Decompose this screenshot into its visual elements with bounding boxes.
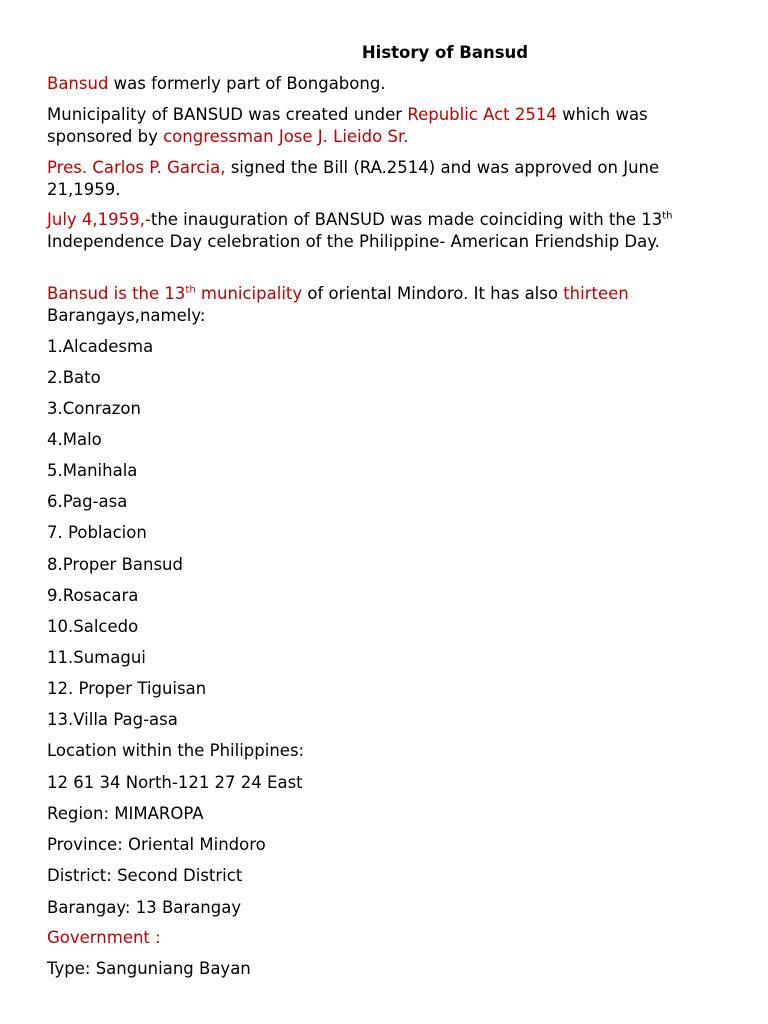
highlight-thirteen: thirteen (563, 284, 629, 303)
barangay-count-text: Barangay: 13 Barangay (47, 898, 242, 917)
list-item: 9.Rosacara (47, 586, 139, 605)
list-item: 6.Pag-asa (47, 492, 128, 511)
list-item: 5.Manihala (47, 461, 138, 480)
highlight-text: Bansud is the 13 (47, 284, 186, 303)
highlight-president: Pres. Carlos P. Garcia, (47, 158, 226, 177)
province-text: Province: Oriental Mindoro (47, 835, 266, 854)
paragraph-republic-act (47, 104, 737, 147)
highlight-congressman: congressman Jose J. Lieido Sr. (163, 126, 409, 146)
list-item: 2.Bato (47, 368, 101, 387)
paragraph-text: which was sponsored by (47, 105, 648, 146)
highlight-bansud: Bansud (47, 74, 109, 93)
paragraph-text: Municipality of BANSUD was created under (47, 105, 408, 124)
paragraph-text: signed the Bill (RA.2514) and was approved on June 21,1959. (47, 158, 660, 199)
list-item: 8.Proper Bansud (47, 555, 183, 574)
superscript: th (185, 284, 196, 296)
list-item: 1.Alcadesma (47, 337, 154, 356)
paragraph-formerly-part (47, 73, 737, 95)
paragraph-bill-signed (47, 157, 737, 200)
list-item: 7. Poblacion (47, 523, 147, 542)
paragraph-text: Independence Day celebration of the Philippine- American Friendship Day. (47, 231, 660, 251)
coordinates-text: 12 61 34 North-121 27 24 East (47, 773, 303, 792)
paragraph-text: Barangays,namely: (47, 305, 206, 325)
paragraph-text: was formerly part of Bongabong. (108, 74, 386, 93)
list-item: 11.Sumagui (47, 648, 146, 667)
location-heading: Location within the Philippines: (47, 741, 305, 760)
list-item: 4.Malo (47, 430, 102, 449)
superscript: th (662, 210, 673, 222)
district-text: District: Second District (47, 866, 243, 885)
list-item: 10.Salcedo (47, 617, 139, 636)
highlight-13th-municipality (47, 284, 302, 303)
list-item: 13.Villa Pag-asa (47, 710, 178, 729)
list-item: 3.Conrazon (47, 399, 141, 418)
highlight-text: municipality (195, 284, 303, 303)
highlight-date: July 4,1959,- (47, 210, 151, 229)
document-title: History of Bansud (361, 43, 529, 62)
paragraph-inauguration (47, 209, 737, 252)
region-text: Region: MIMAROPA (47, 804, 204, 823)
paragraph-municipality (47, 283, 737, 326)
paragraph-text: of oriental Mindoro. It has also (302, 284, 564, 303)
paragraph-text: the inauguration of BANSUD was made coinciding with the 13 (150, 210, 663, 229)
list-item: 12. Proper Tiguisan (47, 679, 207, 698)
government-heading: Government : (47, 928, 161, 947)
government-type-text: Type: Sanguniang Bayan (47, 959, 251, 978)
highlight-republic-act: Republic Act 2514 (407, 105, 557, 124)
